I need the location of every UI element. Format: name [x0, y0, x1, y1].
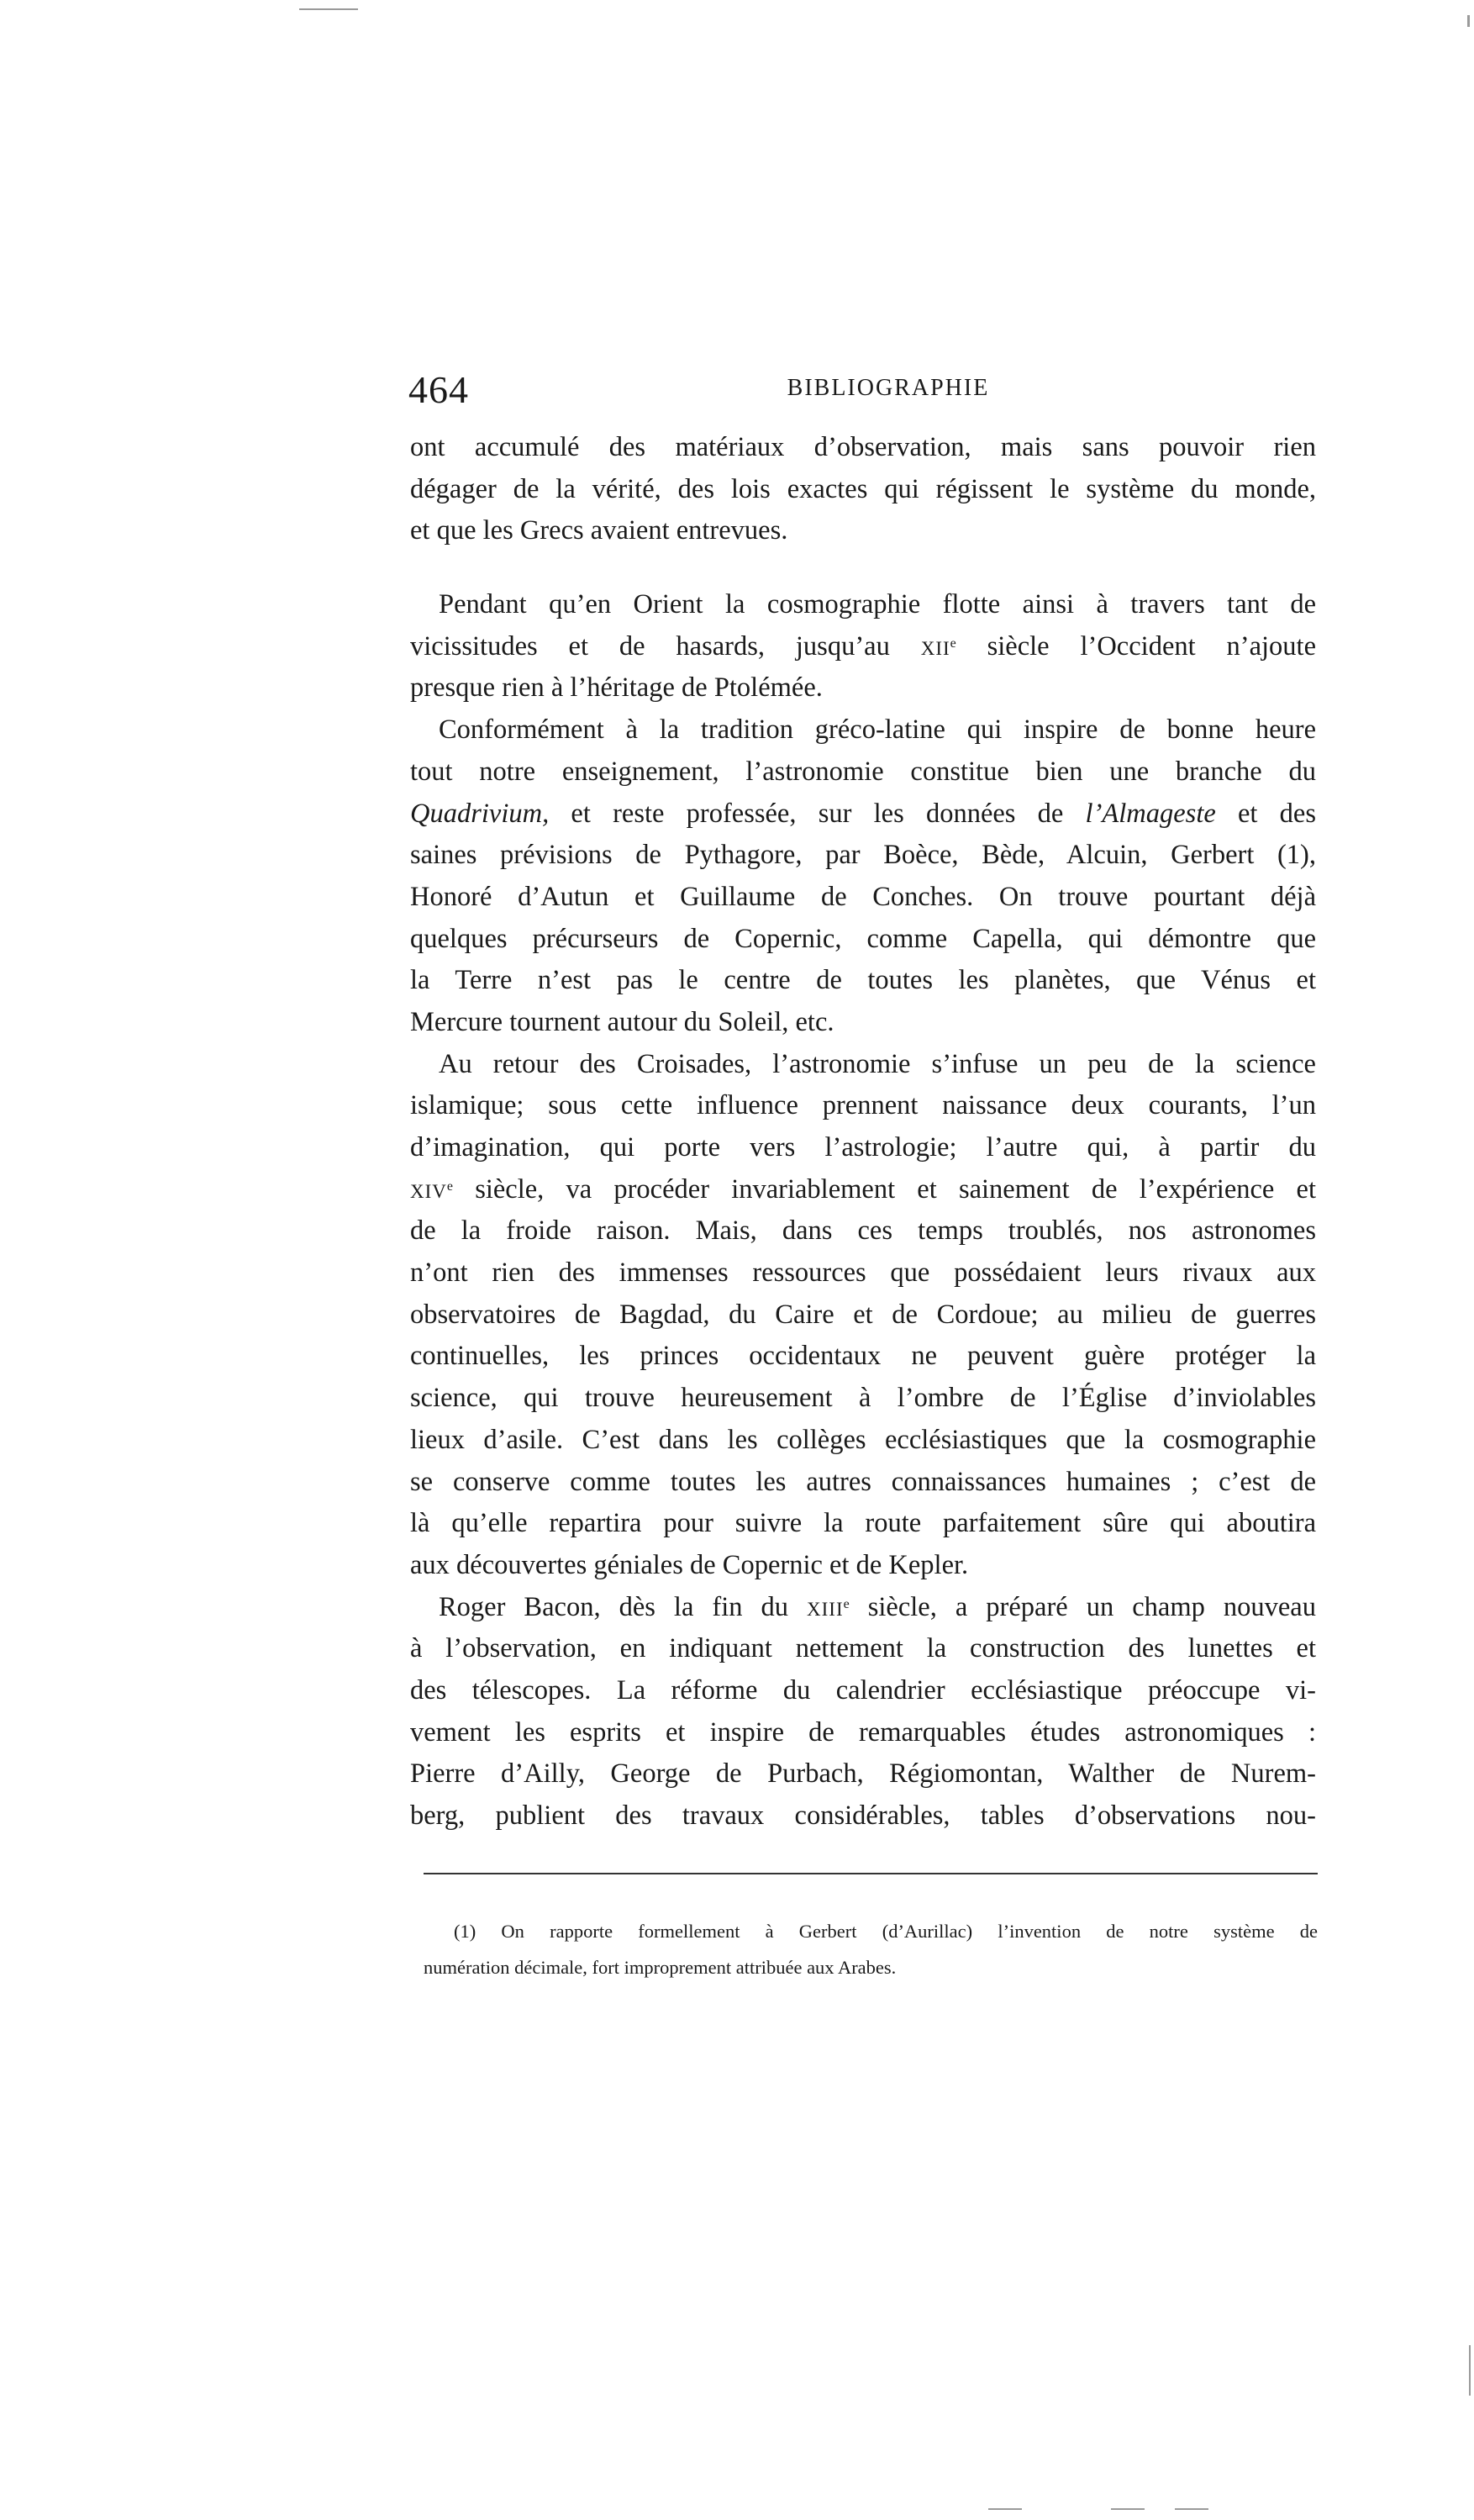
footnote — [424, 1913, 1318, 1985]
text-line — [410, 1169, 1316, 1211]
text-line: presque rien à l’héritage de Ptolémée. — [410, 672, 823, 704]
ordinal-suffix: e — [843, 1596, 850, 1611]
text-line: dégager de la vérité, des lois exactes qui régissent le système du monde, — [410, 473, 1316, 504]
text-line: lieux d’asile. C’est dans les collèges ecclésiastiques que la cosmographie — [410, 1424, 1316, 1455]
page-number: 464 — [408, 368, 469, 411]
paragraph — [410, 427, 1316, 552]
text-line: Mercure tournent autour du Soleil, etc. — [410, 1006, 834, 1037]
ordinal-suffix: e — [950, 635, 956, 651]
text-line: tout notre enseignement, l’astronomie constitue bien une branche du — [410, 756, 1316, 787]
century-numeral: XIV — [410, 1180, 447, 1202]
text-line: Conformément à la tradition gréco-latine qui inspire de bonne heure — [439, 714, 1316, 746]
text-line: berg, publient des travaux considérables, tables d’observations nou- — [410, 1800, 1316, 1831]
text-line — [410, 1587, 1316, 1629]
running-title: BIBLIOGRAPHIE — [787, 375, 990, 401]
scan-artifact — [299, 8, 358, 10]
text-line: vement les esprits et inspire de remarquables études astronomiques : — [410, 1716, 1316, 1748]
italic-title: l’Almageste — [1085, 798, 1216, 829]
text-line — [410, 793, 1316, 836]
footnote-line: (1) On rapporte formellement à Gerbert (d’Aurillac) l’invention de notre système de — [454, 1921, 1318, 1942]
text-line: d’imagination, qui porte vers l’astrologie; l’autre qui, à partir du — [410, 1132, 1316, 1162]
paragraph — [410, 584, 1316, 709]
paragraph — [410, 709, 1316, 1044]
text-line: continuelles, les princes occidentaux ne peuvent guère protéger la — [410, 1341, 1316, 1372]
scan-artifact — [1467, 15, 1470, 27]
paragraph — [410, 1587, 1316, 1837]
text-line: à l’observation, en indiquant nettement la construction des lunettes et — [410, 1633, 1316, 1664]
text-line: islamique; sous cette influence prennent naissance deux courants, l’un — [410, 1090, 1316, 1121]
text-line: là qu’elle repartira pour suivre la route parfaitement sûre qui aboutira — [410, 1508, 1316, 1539]
text-line: science, qui trouve heureusement à l’ombre de l’Église d’inviolables — [410, 1383, 1316, 1414]
text-line: n’ont rien des immenses ressources que possédaient leurs rivaux aux — [410, 1257, 1316, 1289]
century-numeral: XIII — [807, 1598, 844, 1620]
text-line: quelques précurseurs de Copernic, comme Capella, qui démontre que — [410, 923, 1316, 954]
paragraph — [410, 1044, 1316, 1587]
text-line — [410, 626, 1316, 668]
page-header — [408, 363, 1318, 417]
scan-artifact — [1111, 2508, 1145, 2510]
paragraph-spacer — [410, 552, 1316, 584]
scan-artifact — [1175, 2508, 1208, 2510]
text-line: Au retour des Croisades, l’astronomie s’infuse un peu de la science — [439, 1048, 1316, 1079]
footnote-separator — [424, 1873, 1318, 1874]
text-segment: et des — [1215, 798, 1316, 829]
text-segment: Roger Bacon, dès la fin du — [439, 1591, 808, 1622]
text-line: ont accumulé des matériaux d’observation, mais sans pouvoir rien — [410, 432, 1316, 462]
ordinal-suffix: e — [446, 1178, 453, 1194]
text-segment: siècle, va procéder invariablement et sainement de l’expérience et — [453, 1173, 1316, 1205]
text-line: Pierre d’Ailly, George de Purbach, Régiomontan, Walther de Nurem- — [410, 1758, 1316, 1790]
text-line: la Terre n’est pas le centre de toutes les planètes, que Vénus et — [410, 965, 1316, 996]
text-line: saines prévisions de Pythagore, par Boèce, Bède, Alcuin, Gerbert (1), — [410, 840, 1316, 871]
century-numeral: XII — [920, 637, 950, 659]
footnote-line: numération décimale, fort improprement attribuée aux Arabes. — [424, 1957, 897, 1978]
text-line: Honoré d’Autun et Guillaume de Conches. On trouve pourtant déjà — [410, 881, 1316, 912]
text-segment: et reste professée, sur les données de — [549, 798, 1086, 829]
text-segment: siècle, a préparé un champ nouveau — [849, 1591, 1316, 1622]
text-line: aux découvertes géniales de Copernic et de Kepler. — [410, 1549, 969, 1580]
italic-title: Quadrivium, — [410, 798, 550, 829]
scan-artifact — [1469, 2345, 1471, 2396]
text-segment: vicissitudes et de hasards, jusqu’au — [410, 630, 921, 662]
text-line: se conserve comme toutes les autres connaissances humaines ; c’est de — [410, 1466, 1316, 1497]
text-line: de la froide raison. Mais, dans ces temps troublés, nos astronomes — [410, 1215, 1316, 1247]
text-line: observatoires de Bagdad, du Caire et de Cordoue; au milieu de guerres — [410, 1299, 1316, 1330]
text-line: Pendant qu’en Orient la cosmographie flotte ainsi à travers tant de — [439, 589, 1316, 620]
text-line: et que les Grecs avaient entrevues. — [410, 515, 788, 546]
text-line: des télescopes. La réforme du calendrier ecclésiastique préoccupe vi- — [410, 1674, 1316, 1705]
text-segment: siècle l’Occident n’ajoute — [955, 630, 1316, 662]
scan-artifact — [988, 2508, 1022, 2510]
body-text — [410, 427, 1316, 1837]
